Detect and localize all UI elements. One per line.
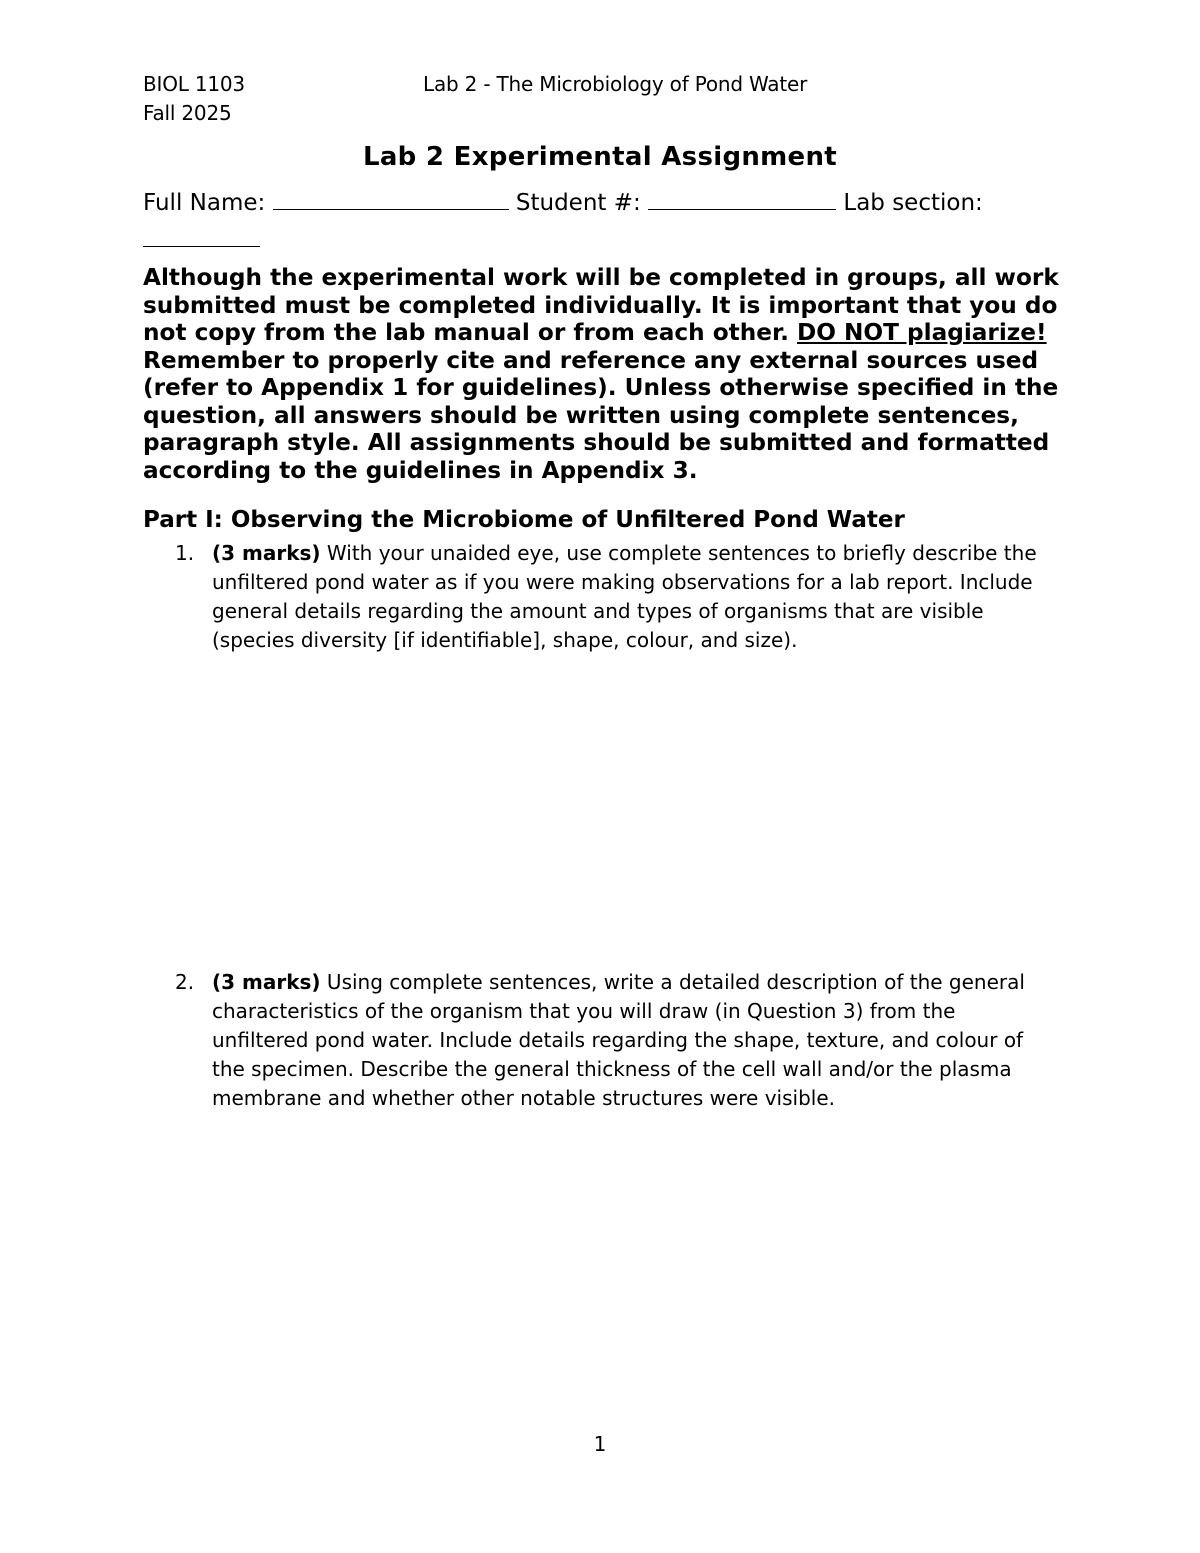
header-course-code: BIOL 1103 [143, 72, 245, 96]
full-name-label: Full Name: [143, 190, 266, 216]
notice-plagiarism-warning: DO NOT plagiarize! [796, 319, 1047, 346]
notice-text-after: Remember to properly cite and reference any external sources used (refer to Appendix 1 for guidelines). Unless otherwise specified in the question, all answers should be written using complete sentences, paragraph style. All assignments should be submitted and formatted according to the guidelines in Appendix 3. [143, 346, 1059, 484]
question-text: Using complete sentences, write a detailed description of the general characteristics of the organism that you will draw (in Question 3) from the unfiltered pond water. Include details regarding the shape, texture, and colour of the specimen. Describe the general thickness of the cell wall and/or the plasma membrane and whether other notable structures were visible. [212, 970, 1025, 1110]
question-number: 2. [175, 970, 195, 994]
part-heading: Part I: Observing the Microbiome of Unfiltered Pond Water [143, 507, 905, 533]
question-number: 1. [175, 541, 195, 565]
header-lab-title: Lab 2 - The Microbiology of Pond Water [423, 72, 808, 96]
lab-section-label: Lab section: [843, 190, 983, 216]
question-item [175, 968, 1055, 1113]
question-text: With your unaided eye, use complete sentences to briefly describe the unfiltered pond water as if you were making observations for a lab report. Include general details regarding the amount and types of organisms that are visible (species diversity [if identifiable], shape, colour, and size). [212, 541, 1037, 652]
student-number-label: Student #: [515, 190, 641, 216]
lab-section-blank[interactable] [143, 226, 260, 247]
question-marks: (3 marks) [212, 970, 321, 994]
question-body [212, 968, 1055, 1113]
question-marks: (3 marks) [212, 541, 321, 565]
student-info-line [143, 188, 983, 218]
question-body [212, 539, 1055, 655]
student-number-blank[interactable] [648, 189, 836, 210]
page-number: 1 [593, 1432, 607, 1456]
document-title: Lab 2 Experimental Assignment [362, 142, 838, 172]
question-item [175, 539, 1055, 655]
notice-text-before: Although the experimental work will be completed in groups, all work submitted must be completed individually. It is important that you do not copy from the lab manual or from each other. [143, 264, 1059, 346]
full-name-blank[interactable] [273, 189, 509, 210]
header-term: Fall 2025 [143, 101, 232, 125]
academic-integrity-notice [143, 264, 1063, 484]
